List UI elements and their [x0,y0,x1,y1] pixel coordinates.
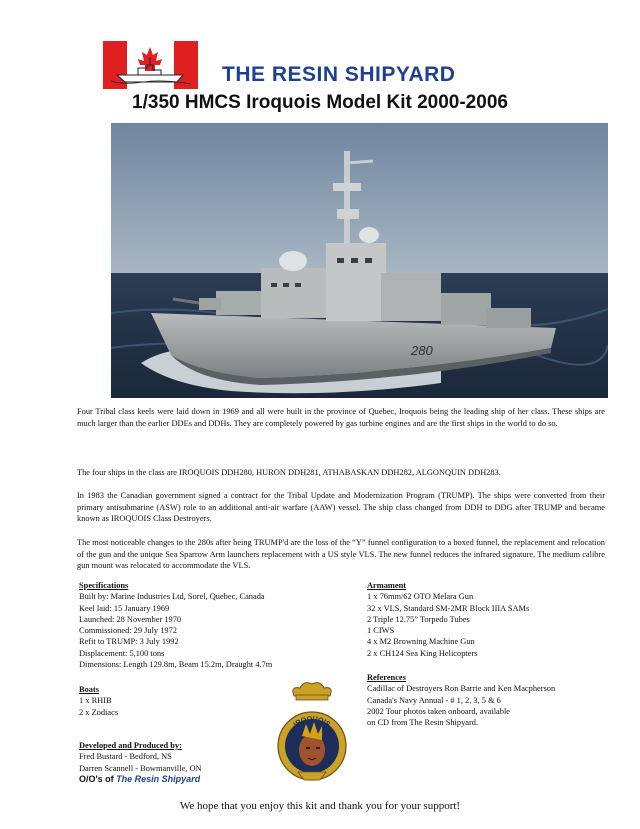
references-section [367,672,617,728]
spec-line: Commissioned: 29 July 1972 [79,626,177,636]
owners-brand: The Resin Shipyard [116,773,201,784]
paragraph-changes: The most noticeable changes to the 280s after being TRUMP'd are the loss of the “Y” funnel configuration to a boxed funnel, the replacement and relocation of the gun and the unique Sea Sparrow Arm launchers replacement with a US style VLS. The new funnel reduces the infrared signature. The medium calibre gun mount was relocated to accommodate the VLS. [77,538,605,570]
armament-line: 4 x M2 Browning Machine Gun [367,637,475,647]
developers-heading: Developed and Produced by: [79,741,182,750]
armament-line: 2 Triple 12.75” Torpedo Tubes [367,614,470,624]
specifications-section [79,580,349,670]
reference-line: 2002 Tour photos taken onboard, available [367,706,510,716]
flag-ship-logo [103,41,198,89]
paragraph-intro: Four Tribal class keels were laid down in 1969 and all were built in the province of Quebec, Iroquois being the leading ship of her class. These ships are much larger than the earlier DDEs and DDHs. They are completely powered by gas turbine engines and are the first ships in the world to do so. [77,407,605,428]
hull-number: 280 [411,343,433,358]
boats-heading: Boats [79,685,100,694]
developers-section [79,740,279,785]
developer-line: Fred Bustard - Bedford, NS [79,752,172,762]
reference-line: Canada's Navy Annual - # 1, 2, 3, 5 & 6 [367,695,501,705]
references-heading: References [367,673,406,682]
spec-line: Displacement: 5,100 tons [79,648,165,658]
armament-section [367,580,617,659]
boats-section [79,684,229,718]
armament-line: 1 CIWS [367,626,395,636]
iroquois-crest [276,680,348,795]
spec-line: Built by: Marine Industries Ltd, Sorel, Quebec, Canada [79,592,265,602]
boat-line: 1 x RHIB [79,696,112,706]
reference-line: Cadillac of Destroyers Ron Barrie and Ken Macpherson [367,684,556,694]
specifications-heading: Specifications [79,581,129,590]
boat-line: 2 x Zodiacs [79,707,119,717]
paragraph-class-ships: The four ships in the class are IROQUOIS DDH280, HURON DDH281, ATHABASKAN DDH282, ALGONQUIN DDH283. [77,468,501,477]
owners-prefix: O/O's of [79,773,117,784]
paragraph-trump: In 1983 the Canadian government signed a contract for the Tribal Update and Modernization Program (TRUMP). The ships were converted from their primary antisubmarine (ASW) role to an additional anti-air warfare (AAW) vessel. The ship class changed from DDH to DDG after TRUMP and became known as IROQUOIS Class Destroyers. [77,491,605,523]
armament-line: 2 x CH124 Sea King Helicopters [367,648,478,658]
owners-line [79,774,279,785]
armament-line: 1 x 76mm/62 OTO Melara Gun [367,592,474,602]
armament-heading: Armament [367,581,407,590]
spec-line: Dimensions: Length 129.8m, Beam 15.2m, Draught 4.7m [79,660,273,670]
footer-message: We hope that you enjoy this kit and thank you for your support! [179,800,461,812]
page-title: 1/350 HMCS Iroquois Model Kit 2000-2006 [132,92,508,113]
reference-line: on CD from The Resin Shipyard. [367,718,479,728]
developer-line: Darren Scannell - Bowmanville, ON [79,763,202,773]
spec-line: Keel laid: 15 January 1969 [79,603,170,613]
ship-photo [111,123,608,398]
crest-label: IROQUOIS [292,715,332,729]
spec-line: Refit to TRUMP: 3 July 1992 [79,637,179,647]
armament-line: 32 x VLS, Standard SM-2MR Block IIIA SAMs [367,603,530,613]
spec-line: Launched: 28 November 1970 [79,614,182,624]
brand-name: THE RESIN SHIPYARD [222,63,456,86]
